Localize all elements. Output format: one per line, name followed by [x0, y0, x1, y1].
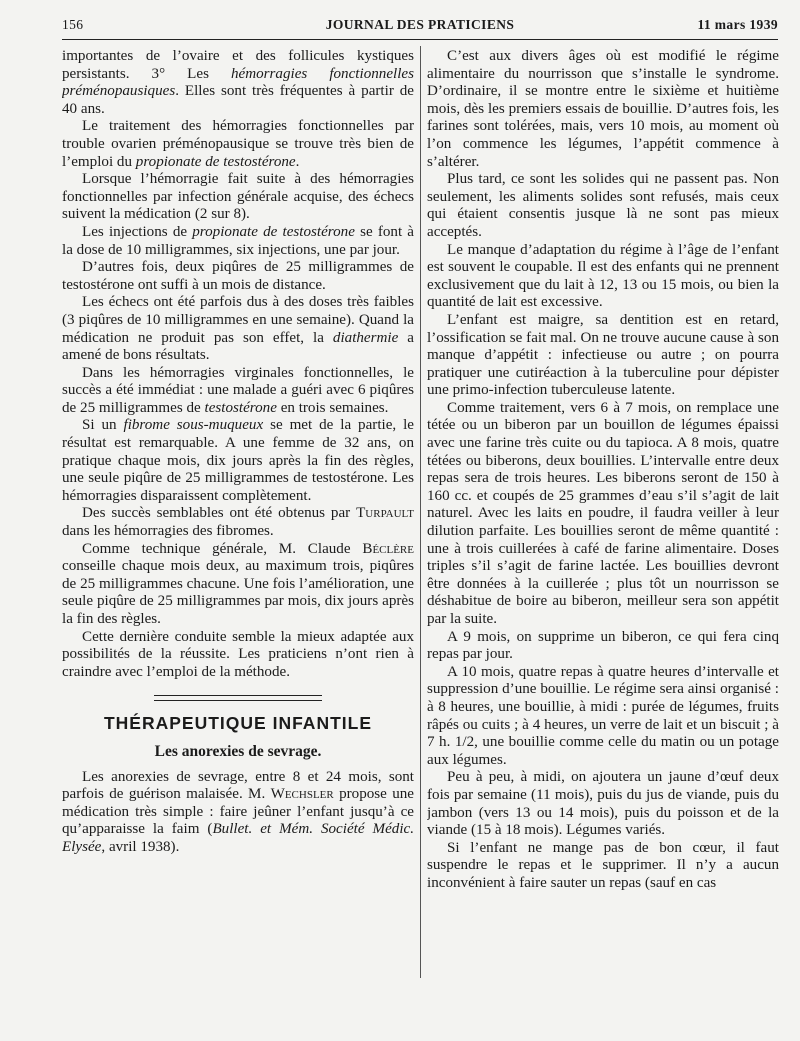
paragraph: Lorsque l’hémorragie fait suite à des hémorragies fonctionnelles par infection générale acquise, des échecs suivent la médication (2 sur 8).	[62, 171, 414, 223]
page-header	[62, 14, 778, 38]
paragraph	[62, 769, 414, 857]
paragraph	[62, 48, 414, 118]
text-run: Les injections de	[82, 223, 193, 240]
paragraph	[62, 417, 414, 505]
text-run: propose une médication très simple : faire jeûner l’enfant jusqu’à ce qu’apparaisse la faim (	[62, 786, 414, 838]
paragraph	[62, 294, 414, 364]
paragraph: A 9 mois, on supprime un biberon, ce qui fera cinq repas par jour.	[427, 628, 779, 663]
right-column	[427, 48, 779, 893]
journal-title: JOURNAL DES PRATICIENS	[325, 17, 515, 32]
text-run: Si un	[82, 417, 124, 434]
paragraph	[62, 224, 414, 259]
text-run: importantes de l’ovaire et des follicules kystiques persistants. 3° Les	[62, 48, 414, 82]
italic-text: propionate de testostérone	[192, 223, 355, 240]
page-number: 156	[62, 17, 84, 32]
issue-date: 11 mars 1939	[697, 17, 778, 32]
paragraph: A 10 mois, quatre repas à quatre heures d’intervalle et suppression d’une bouillie. Le régime sera ainsi organisé : à 8 heures, une bouillie, à midi : purée de légumes, fruits râpés ou cuits ; à 4 heures, un verre de lait et un biscuit ; à 7 h. 1/2, une bouillie comme celle du matin ou un potage aux légumes.	[427, 663, 779, 768]
paragraph: Le manque d’adaptation du régime à l’âge de l’enfant est souvent le coupable. Il est des enfants qui ne prennent exclusivement que du lait à 12, 13 ou 15 mois, ou bien la quantité de lait est excessive.	[427, 241, 779, 311]
header-rule	[62, 39, 778, 40]
subsection-title: Les anorexies de sevrage.	[154, 742, 322, 760]
author-name: Béclère	[362, 540, 414, 557]
section-divider	[154, 695, 322, 701]
paragraph: C’est aux divers âges où est modifié le régime alimentaire du nourrisson que s’installe le syndrome. D’ordinaire, il se montre entre le sixième et huitième mois, dès les premiers essais de bouillie. D’autres fois, les farines sont tolérées, mais, vers 10 mois, au moment où l’on commence les légumes, l’appétit commence à s’altérer.	[427, 48, 779, 170]
paragraph: Peu à peu, à midi, on ajoutera un jaune d’œuf deux fois par semaine (11 mois), puis du jus de viande, puis du jambon (vers 13 ou 14 mois), puis du poisson et de la viande (15 à 18 mois). Légumes variés.	[427, 769, 779, 839]
citation-title: Bullet. et Mém. Société Médic. Elysée	[62, 821, 414, 855]
author-name: Turpault	[356, 505, 414, 522]
italic-text: hémorragies fonctionnelles préménopausiques	[62, 65, 414, 100]
text-run: Dans les hémorragies virginales fonctionnelles, le succès a été immédiat : une malade a guéri avec 6 piqûres de 25 milligrammes de	[62, 364, 414, 416]
text-run: Les anorexies de sevrage, entre 8 et 24 mois, sont parfois de guérison malaisée. M.	[62, 768, 414, 803]
text-run: Comme technique générale, M. Claude	[82, 540, 363, 557]
author-name: Wechsler	[270, 786, 334, 803]
text-run: conseille chaque mois deux, au maximum trois, piqûres de 25 milligrammes chacune. Une fois l’amélioration, une seule piqûre de 25 milligrammes par mois, dix jours après la fin des règles.	[62, 558, 414, 627]
paragraph: Plus tard, ce sont les solides qui ne passent pas. Non seulement, les aliments solides sont refusés, mais ceux qui étaient consentis jusque là ne sont pas mieux acceptés.	[427, 171, 779, 240]
italic-text: diathermie	[332, 329, 399, 346]
text-run: Les échecs ont été parfois dus à des doses très faibles (3 piqûres de 10 milligrammes en une semaine). Quand la médication ne produit pas son effet, la	[62, 294, 414, 346]
paragraph: D’autres fois, deux piqûres de 25 milligrammes de testostérone ont suffi à un mois de distance.	[62, 259, 414, 293]
left-column	[62, 48, 414, 857]
paragraph: L’enfant est maigre, sa dentition est en retard, l’ossification se fait mal. On ne trouve aucune cause à son manque d’appétit : infectieuse ou autre ; on pourra pratiquer une cutiréaction à la tuberculine pour dépister une primo-infection tuberculeuse latente.	[427, 311, 779, 399]
text-run: a amené de bons résultats.	[62, 329, 414, 364]
text-run: , avril 1938).	[101, 838, 180, 855]
paragraph	[62, 505, 414, 540]
italic-text: fibrome sous-muqueux	[123, 417, 264, 434]
italic-text: propionate de testostérone	[135, 153, 296, 170]
text-run: se met de la partie, le résultat est remarquable. A une femme de 32 ans, on pratique chaque mois, dix jours après la fin des règles, une seule piqûre de 25 milligrammes de testostérone. Les hémorragies disparaissent complètement.	[62, 417, 414, 504]
column-divider	[420, 46, 421, 978]
text-run: Le traitement des hémorragies fonctionnelles par trouble ovarien préménopausique se trouve très bien de l’emploi du	[62, 118, 414, 170]
paragraph: Si l’enfant ne mange pas de bon cœur, il faut suspendre le repas et le supprimer. Il n’y a aucun inconvénient à faire sauter un repas (sauf en cas	[427, 839, 779, 891]
text-run: dans les hémorragies des fibromes.	[62, 523, 274, 540]
text-run: . Elles sont très fréquentes à partir de 40 ans.	[62, 83, 414, 117]
paragraph	[62, 541, 414, 629]
italic-text: testostérone	[204, 399, 277, 416]
text-run: Des succès semblables ont été obtenus par	[82, 505, 357, 522]
paragraph	[62, 118, 414, 171]
text-run: se font à la dose de 10 milligrammes, six injections, une par jour.	[62, 223, 414, 258]
paragraph: Cette dernière conduite semble la mieux adaptée aux possibilités de la réussite. Les praticiens n’ont rien à craindre avec l’emploi de la méthode.	[62, 628, 414, 680]
section-title: THÉRAPEUTIQUE INFANTILE	[103, 713, 372, 734]
paragraph	[62, 365, 414, 418]
text-run: .	[295, 153, 300, 170]
text-run: en trois semaines.	[276, 399, 389, 416]
paragraph: Comme traitement, vers 6 à 7 mois, on remplace une tétée ou un biberon par un bouillon de légumes épaissi avec une farine très cuite ou du tapioca. A 8 mois, quatre tétées ou biberons, deux bouillies. L’intervalle entre deux repas sera de trois heures. Les biberons seront de 150 à 160 cc. et coupés de 25 grammes d’eau s’il s’agit de lait naturel. Avec les laits en poudre, il faudra veiller à leur dilution parfaite. Les bouillies seront de même quantité : une à trois cuillerées à café de farine alimentaire. Doses triples s’il s’agit de farine lactée. Les bouillies devront être données à la cuillerée ; plus tôt un nourrisson se déshabitue de boire au biberon, meilleur sera son appétit par la suite.	[427, 399, 779, 627]
